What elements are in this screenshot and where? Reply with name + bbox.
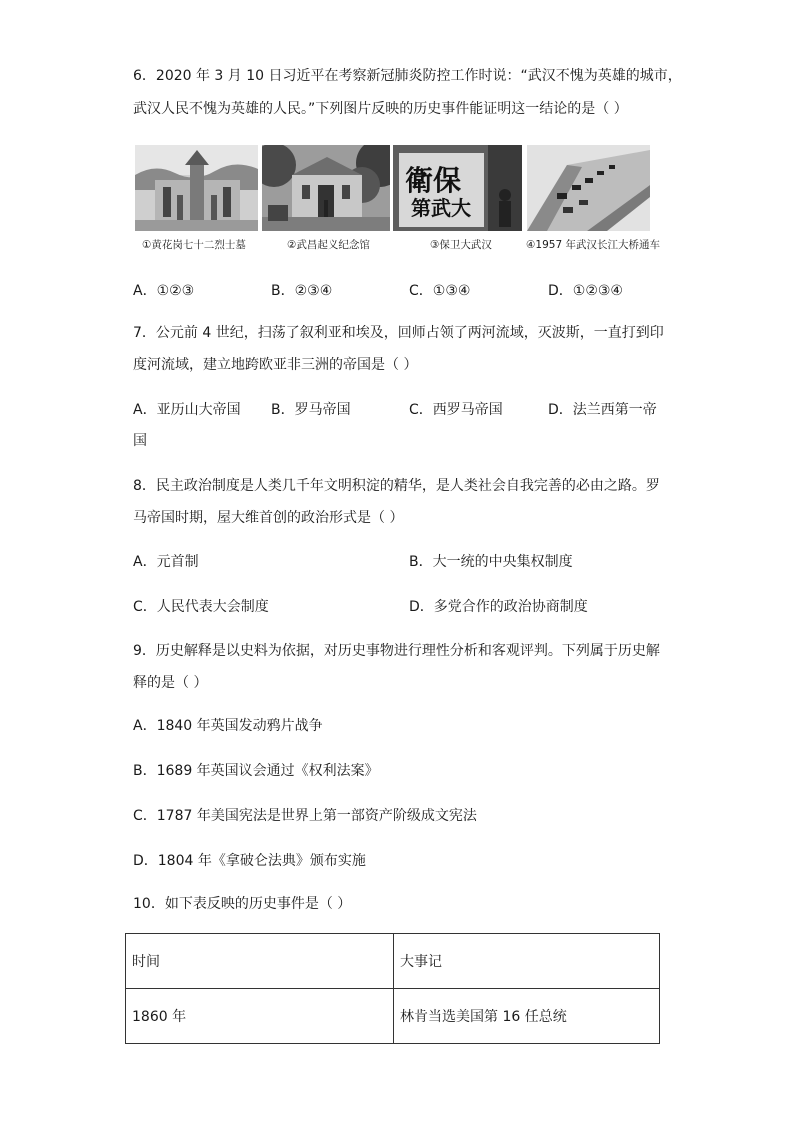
sign-text-top: 衛保 (405, 164, 462, 197)
q6-option-d[interactable]: D．①②③④ (548, 283, 623, 299)
q7-option-a[interactable]: A．亚历山大帝国 (133, 402, 241, 418)
q7-option-b[interactable]: B．罗马帝国 (271, 402, 351, 418)
photo-defend-wuhan (393, 145, 522, 231)
table-header-time: 时间 (126, 934, 394, 989)
q7-option-c[interactable]: C．西罗马帝国 (409, 402, 503, 418)
photo-caption-4: ④1957 年武汉长江大桥通车 (526, 239, 660, 251)
table-header-events: 大事记 (394, 934, 660, 989)
q6-stem-line1: 6．2020 年 3 月 10 日习近平在考察新冠肺炎防控工作时说：“武汉不愧为英雄的城市， (133, 68, 682, 84)
photo-caption-1: ①黄花岗七十二烈士墓 (142, 239, 246, 251)
q6-stem-line2: 武汉人民不愧为英雄的人民。”下列图片反映的历史事件能证明这一结论的是（ ） (133, 101, 628, 117)
q7-option-d-wrap[interactable]: 国 (133, 433, 147, 449)
q9-option-d[interactable]: D．1804 年《拿破仑法典》颁布实施 (133, 853, 366, 869)
table-row (126, 989, 660, 1044)
q9-stem-line1: 9．历史解释是以史料为依据，对历史事物进行理性分析和客观评判。下列属于历史解 (133, 643, 660, 659)
q7-stem-line1: 7．公元前 4 世纪，扫荡了叙利亚和埃及，回师占领了两河流域，灭波斯，一直打到印 (133, 325, 664, 341)
table-cell-time: 1860 年 (126, 989, 394, 1044)
q7-stem-line2: 度河流域，建立地跨欧亚非三洲的帝国是（ ） (133, 357, 418, 373)
q10-stem: 10．如下表反映的历史事件是（ ） (133, 896, 352, 912)
q8-stem-line2: 马帝国时期，屋大维首创的政治形式是（ ） (133, 510, 404, 526)
q9-option-c[interactable]: C．1787 年美国宪法是世界上第一部资产阶级成文宪法 (133, 808, 477, 824)
q7-option-d[interactable]: D．法兰西第一帝 (548, 402, 657, 418)
q6-option-c[interactable]: C．①③④ (409, 283, 471, 299)
q9-option-b[interactable]: B．1689 年英国议会通过《权利法案》 (133, 763, 379, 779)
q8-option-a[interactable]: A．元首制 (133, 554, 199, 570)
events-table (125, 933, 660, 1044)
photo-caption-3: ③保卫大武汉 (430, 239, 492, 251)
table-header-row (126, 934, 660, 989)
sign-text-bottom: 第武大 (411, 196, 471, 220)
q6-option-b[interactable]: B．②③④ (271, 283, 333, 299)
photo-caption-2: ②武昌起义纪念馆 (287, 239, 370, 251)
q9-stem-line2: 释的是（ ） (133, 675, 208, 691)
q6-option-a[interactable]: A．①②③ (133, 283, 195, 299)
q8-option-d[interactable]: D．多党合作的政治协商制度 (409, 599, 588, 615)
q9-option-a[interactable]: A．1840 年英国发动鸦片战争 (133, 718, 323, 734)
photo-wuchang-memorial (262, 145, 390, 231)
table-cell-event: 林肯当选美国第 16 任总统 (394, 989, 660, 1044)
photo-huanghuagang-tomb (135, 145, 258, 231)
photo-yangtze-bridge (527, 145, 650, 231)
q8-option-c[interactable]: C．人民代表大会制度 (133, 599, 269, 615)
q8-stem-line1: 8．民主政治制度是人类几千年文明积淀的精华，是人类社会自我完善的必由之路。罗 (133, 478, 660, 494)
q8-option-b[interactable]: B．大一统的中央集权制度 (409, 554, 573, 570)
